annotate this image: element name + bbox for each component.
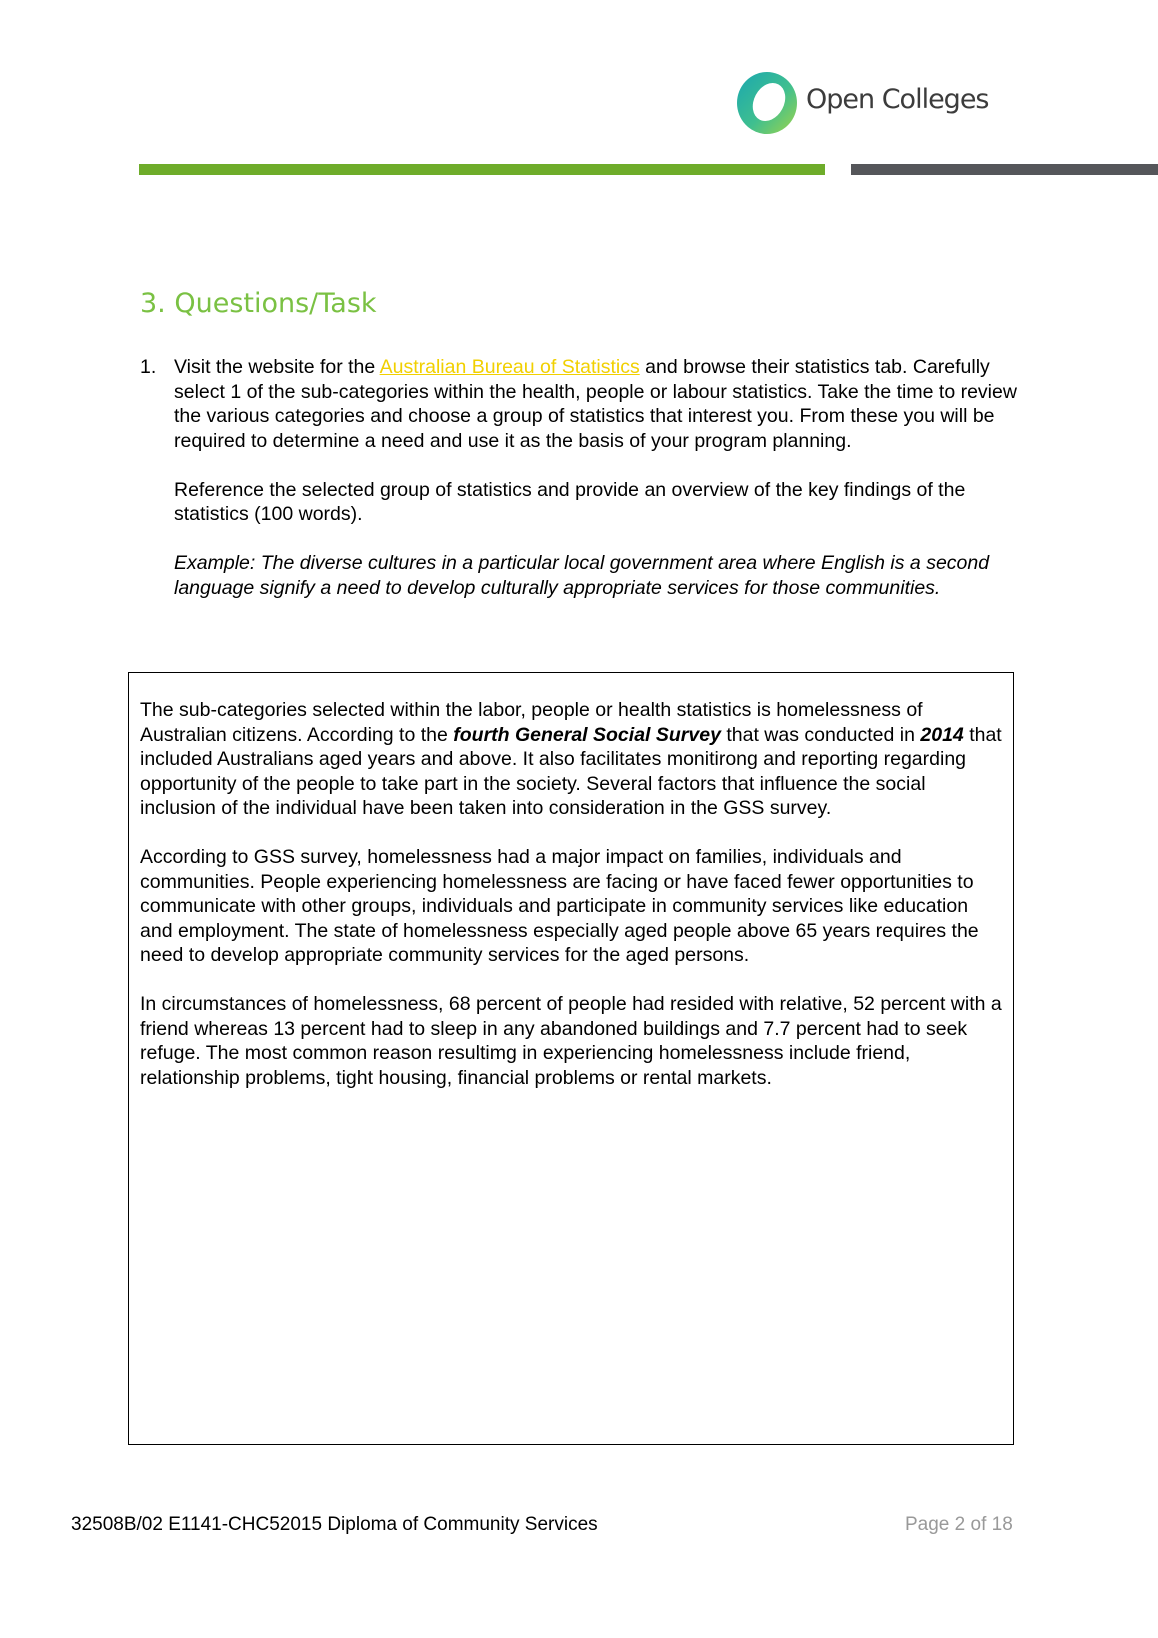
abs-website-link[interactable]: Australian Bureau of Statistics [379,356,640,378]
question-example [174,551,1020,600]
open-colleges-ring-icon [734,70,800,136]
survey-name: fourth General Social Survey [453,723,721,746]
intro-text-after-link: and browse their statistics tab. Carefully select 1 of the sub-categories within the health, people or labour statistics. Take the time to review the various categories and choose a group of statistics that interest you. From these you will be required to determine a need and use it as the basis of your program planning. [174,356,1017,452]
header-green-bar [139,164,825,175]
survey-year: 2014 [920,723,964,746]
answer-p1-part-c: that included Australians aged years and above. It also facilitates monitirong and reporting regarding opportunity of the people to take part in the society. Several factors that influence the social inclusion of the individual have been taken into consideration in the GSS survey. [140,723,1002,819]
footer-course-code: 32508B/02 E1141-CHC52015 Diploma of Community Services [71,1514,598,1535]
answer-paragraph-1 [140,698,1006,821]
answer-p1-part-b: that was conducted in [720,723,921,746]
answer-p1-part-a: The sub-categories selected within the labor, people or health statistics is homelessness of Australian citizens. According to the [140,699,923,746]
logo-text: Open Colleges [806,84,989,115]
question-body [174,355,1020,600]
question-item [140,355,1020,625]
answer-box[interactable] [128,672,1014,1445]
question-intro [174,355,1020,453]
footer-page-number: Page 2 of 18 [905,1514,1013,1535]
intro-text-before-link: Visit the website for the [174,356,380,378]
answer-paragraph-2: According to GSS survey, homelessness had a major impact on families, individuals and communities. People experiencing homelessness are facing or have faced fewer opportunities to communicate with other groups, individuals and participate in community services like education and employment. The state of homelessness especially aged people above 65 years requires the need to develop appropriate community services for the aged persons. [140,846,979,966]
answer-text [140,698,1006,1115]
question-number: 1. [140,356,157,378]
open-colleges-logo [734,70,989,136]
example-text: Example: The diverse cultures in a particular local government area where English is a second language signify a need to develop culturally appropriate services for those communities. [174,552,990,599]
section-heading: 3. Questions/Task [140,288,377,319]
question-instruction: Reference the selected group of statistics and provide an overview of the key findings of the statistics (100 words). [174,478,966,525]
answer-paragraph-3: In circumstances of homelessness, 68 percent of people had resided with relative, 52 percent with a friend whereas 13 percent had to sleep in any abandoned buildings and 7.7 percent had to seek refuge. The most common reason resultimg in experiencing homelessness include friend, relationship problems, tight housing, financial problems or rental markets. [140,993,1002,1089]
header-gray-bar [851,164,1158,175]
